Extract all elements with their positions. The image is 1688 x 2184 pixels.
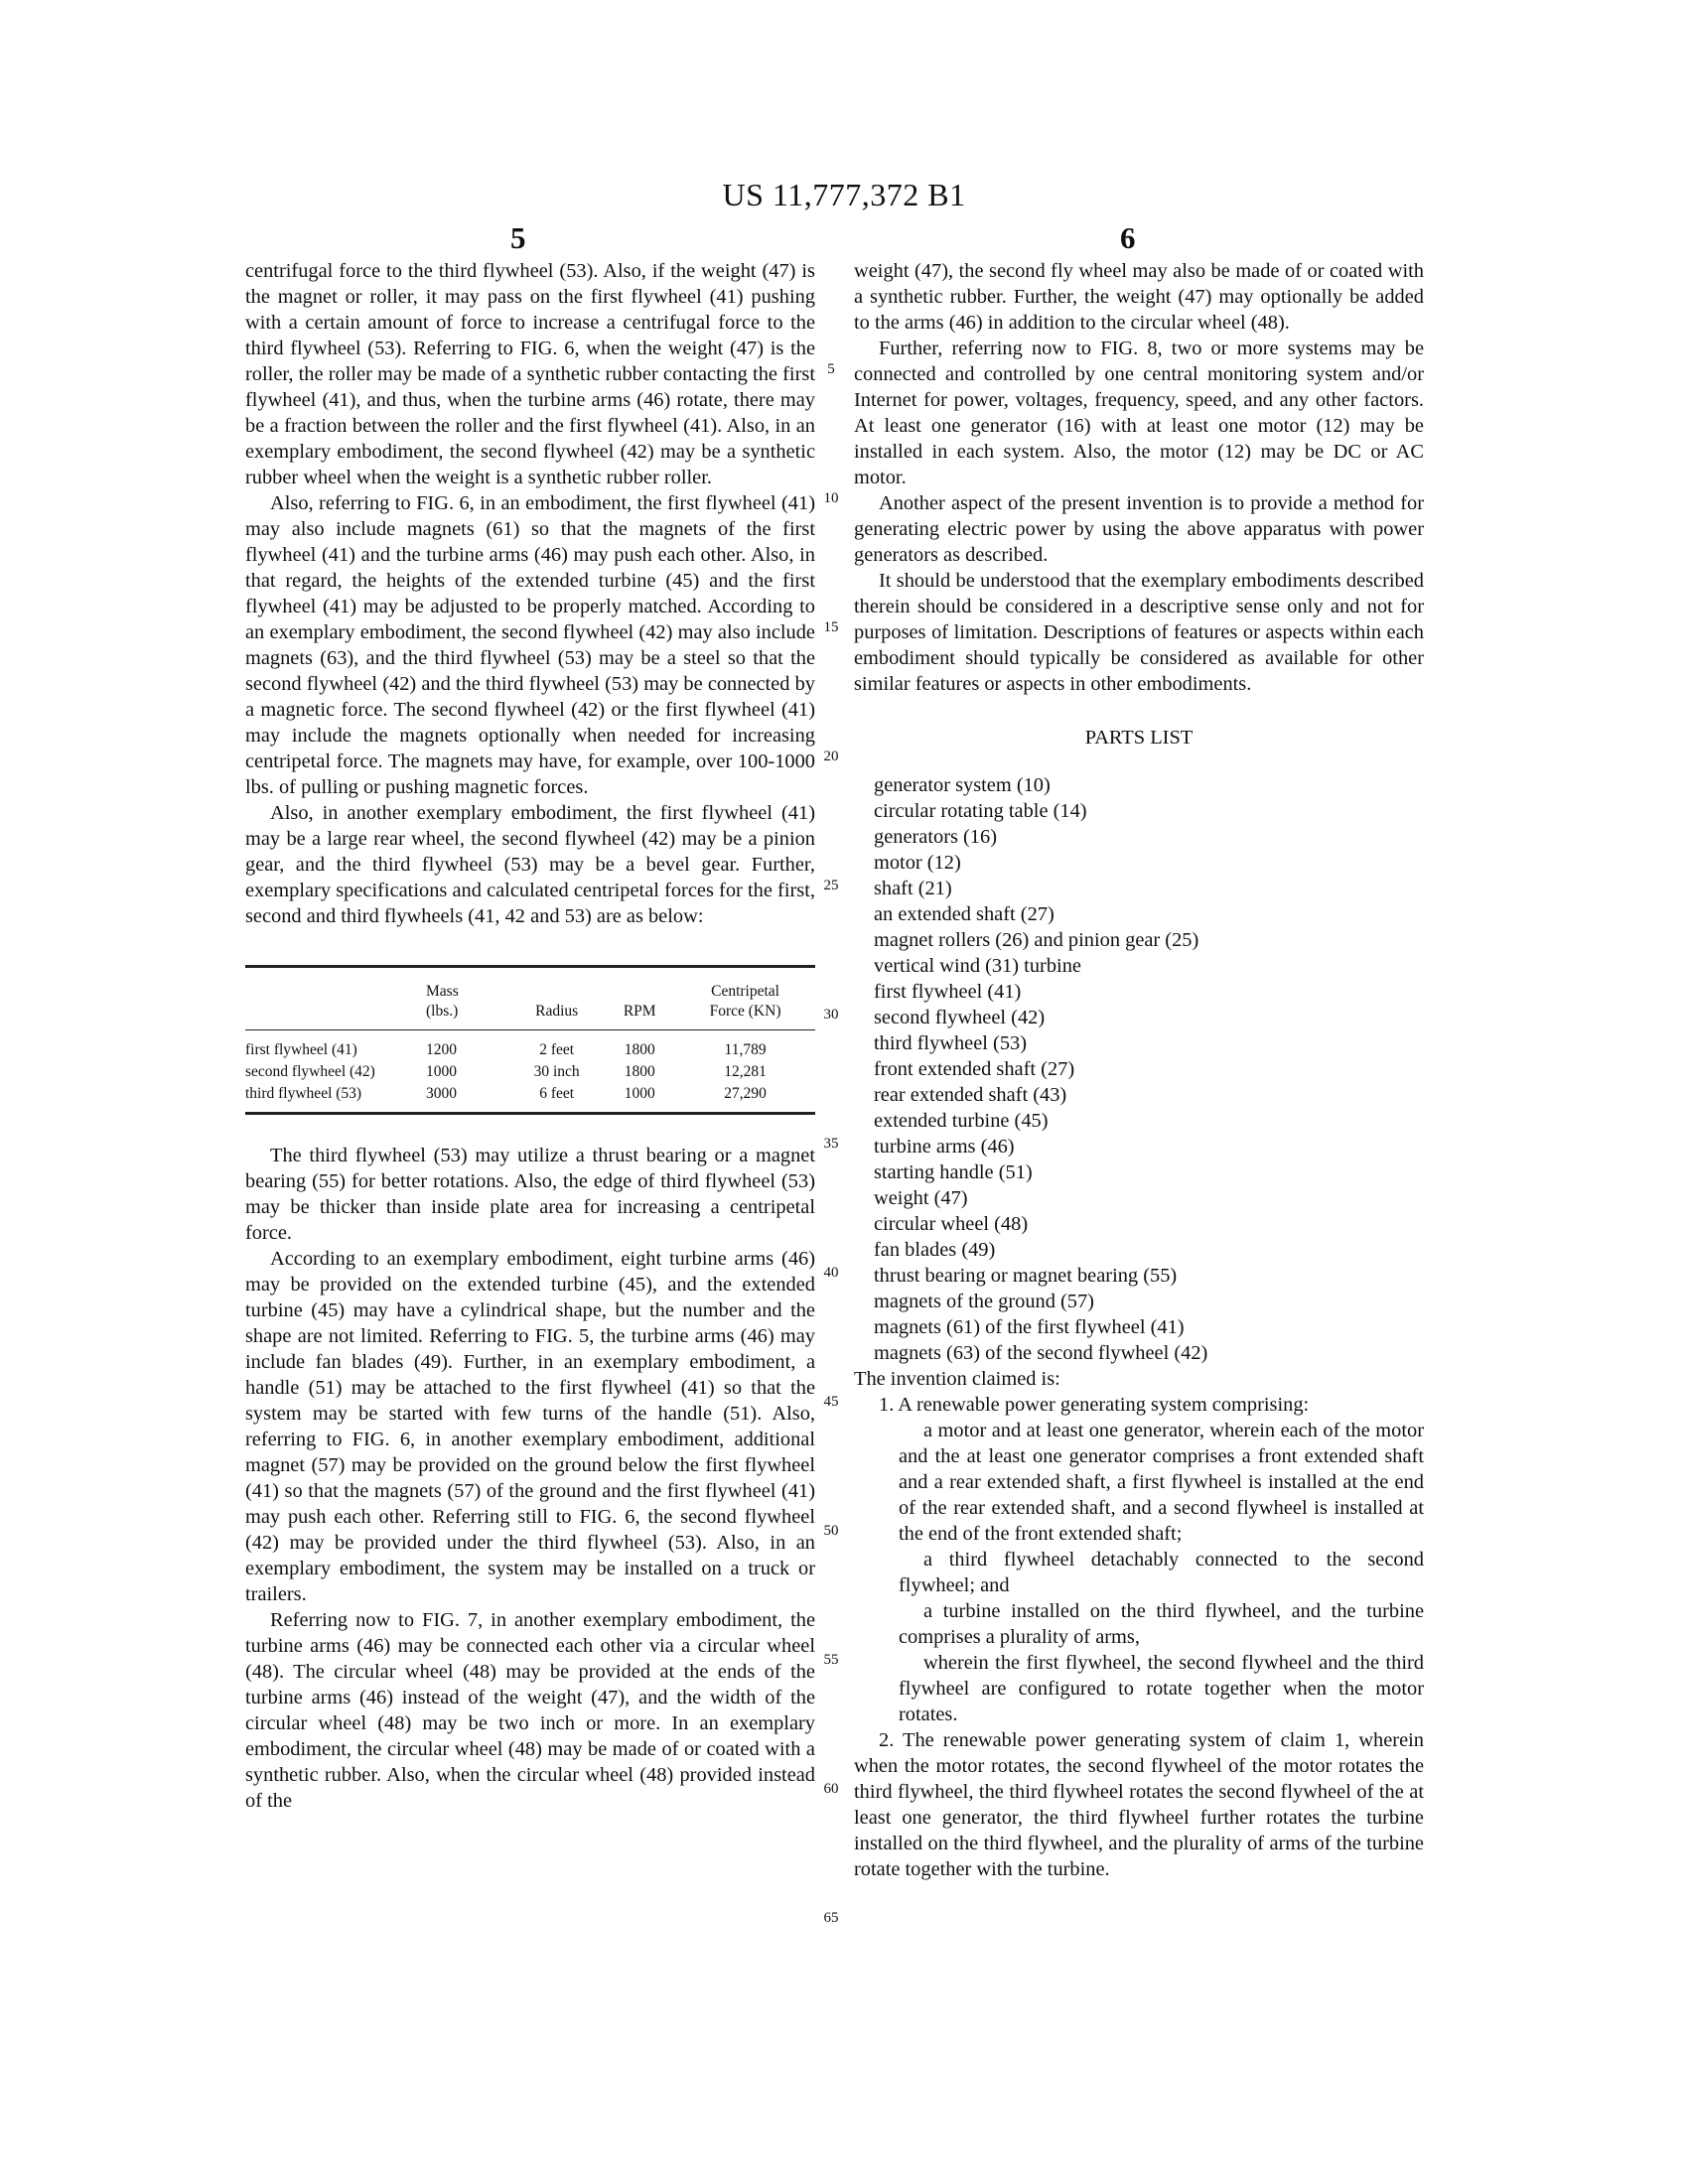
parts-list-item: magnets (61) of the first flywheel (41) — [874, 1316, 1185, 1338]
parts-list-item: first flywheel (41) — [874, 981, 1022, 1003]
parts-list-item: extended turbine (45) — [874, 1110, 1049, 1132]
cell-force: 11,789 — [724, 1041, 767, 1058]
parts-list-item: generators (16) — [874, 826, 997, 848]
left-paragraph: Referring now to FIG. 7, in another exemplary embodiment, the turbine arms (46) may be connected each other via a circular wheel (48). The circular wheel (48) may be provided at the ends of the turbine arms (46) instead of the weight (47), and the width of the circular wheel (48) may be two inch or more. In an exemplary embodiment, the circular wheel (48) may be made of or coated with a synthetic rubber. Also, when the circular wheel (48) provided instead of the — [245, 1609, 815, 1812]
row-label: third flywheel (53) — [245, 1083, 422, 1114]
parts-list-item: vertical wind (31) turbine — [874, 955, 1081, 977]
parts-list-item: shaft (21) — [874, 878, 952, 899]
patent-number-header: US 11,777,372 B1 — [722, 177, 966, 212]
right-paragraph: It should be understood that the exemplary embodiments described therein should be considered in a descriptive sense only and not for purposes of limitation. Descriptions of features or aspects within each embodiment should typically be considered as available for other similar features or aspects in other embodiments. — [854, 570, 1424, 695]
line-number: 35 — [823, 1136, 839, 1152]
cell-rpm: 1800 — [624, 1063, 655, 1080]
table-row — [245, 1061, 815, 1083]
cell-mass: 1000 — [426, 1063, 457, 1080]
table-header-force: Centripetal Force (KN) — [675, 980, 815, 1030]
parts-list-item: fan blades (49) — [874, 1239, 996, 1261]
line-number: 15 — [823, 619, 839, 635]
parts-list-item: circular rotating table (14) — [874, 800, 1087, 822]
claim-1-element: a turbine installed on the third flywheel, and the turbine comprises a plurality of arms, — [899, 1600, 1424, 1648]
line-number: 5 — [827, 361, 835, 377]
claim-1-element: a third flywheel detachably connected to the second flywheel; and — [899, 1549, 1424, 1596]
line-number: 40 — [823, 1265, 839, 1281]
claim-1-wherein: wherein the first flywheel, the second flywheel and the third flywheel are configured to rotate together when the motor rotates. — [899, 1652, 1424, 1725]
line-number: 10 — [823, 490, 839, 506]
parts-list-item: weight (47) — [874, 1187, 968, 1209]
line-number: 50 — [823, 1523, 839, 1539]
cell-mass: 1200 — [426, 1041, 457, 1058]
parts-list-item: generator system (10) — [874, 774, 1051, 796]
cell-radius: 2 feet — [539, 1041, 575, 1058]
cell-radius: 6 feet — [509, 1083, 604, 1114]
parts-list-item: front extended shaft (27) — [874, 1058, 1075, 1080]
row-label: first flywheel (41) — [245, 1041, 357, 1058]
parts-list-item: turbine arms (46) — [874, 1136, 1015, 1158]
table-row — [245, 1030, 815, 1062]
line-number: 65 — [823, 1910, 839, 1926]
parts-list-item: third flywheel (53) — [874, 1032, 1028, 1054]
right-paragraph: Further, referring now to FIG. 8, two or more systems may be connected and controlled by one central monitoring system and/or Internet for power, voltages, frequency, speed, and any other factors. At least one generator (16) with at least one motor (12) may be installed in each system. Also, the motor (12) may be DC or AC motor. — [854, 338, 1424, 488]
left-paragraph: Also, referring to FIG. 6, in an embodiment, the first flywheel (41) may also include magnets (61) so that the magnets of the first flywheel (41) and the turbine arms (46) may push each other. Also, in that regard, the heights of the extended turbine (45) and the first flywheel (41) may be adjusted to be properly matched. According to an exemplary embodiment, the second flywheel (42) may also include magnets (63), and the third flywheel (53) may be a steel so that the second flywheel (42) and the third flywheel (53) may be connected by a magnetic force. The second flywheel (42) or the first flywheel (41) may include the magnets optionally when needed for increasing centripetal force. The magnets may have, for example, over 100-1000 lbs. of pulling or pushing magnetic forces. — [245, 492, 815, 798]
claims-intro: The invention claimed is: — [854, 1368, 1060, 1390]
cell-force: 12,281 — [724, 1063, 767, 1080]
table-header-rpm: RPM — [604, 980, 675, 1030]
left-paragraph: Also, in another exemplary embodiment, the first flywheel (41) may be a large rear wheel, the second flywheel (42) may be a pinion gear, and the third flywheel (53) may be a bevel gear. Further, exemplary specifications and calculated centripetal forces for the first, second and third flywheels (41, 42 and 53) are as below: — [245, 802, 815, 927]
line-number: 55 — [823, 1652, 839, 1668]
parts-list-item: rear extended shaft (43) — [874, 1084, 1067, 1106]
left-paragraph: centrifugal force to the third flywheel (53). Also, if the weight (47) is the magnet or roller, it may pass on the first flywheel (41) pushing with a certain amount of force to increase a centrifugal force to the third flywheel (53). Referring to FIG. 6, when the weight (47) is the roller, the roller may be made of a synthetic rubber contacting the first flywheel (41), and thus, when the turbine arms (46) rotate, there may be a fraction between the roller and the first flywheel (41). Also, in an exemplary embodiment, the second flywheel (42) may be a synthetic rubber wheel when the weight is a synthetic rubber roller. — [245, 260, 815, 488]
table-header-mass: Mass (lbs.) — [422, 980, 509, 1030]
parts-list-item: motor (12) — [874, 852, 961, 874]
parts-list-item: magnets (63) of the second flywheel (42) — [874, 1342, 1208, 1364]
right-paragraph: weight (47), the second fly wheel may also be made of or coated with a synthetic rubber. Further, the weight (47) may optionally be added to the arms (46) in addition to the circular wheel (48). — [854, 260, 1424, 334]
right-column — [854, 258, 1424, 1882]
claim-2: 2. The renewable power generating system of claim 1, wherein when the motor rotates, the second flywheel of the motor rotates the third flywheel, the third flywheel rotates the second flywheel of the at least one generator, the third flywheel further rotates the turbine installed on the third flywheel, and the plurality of arms of the turbine rotate together with the turbine. — [854, 1729, 1424, 1880]
parts-list-item: magnets of the ground (57) — [874, 1291, 1094, 1312]
parts-list-item: starting handle (51) — [874, 1161, 1033, 1183]
parts-list-item: second flywheel (42) — [874, 1007, 1046, 1028]
parts-list — [854, 772, 1424, 1366]
line-number: 45 — [823, 1394, 839, 1410]
right-paragraph: Another aspect of the present invention is to provide a method for generating electric power by using the above apparatus with power generators as described. — [854, 492, 1424, 566]
left-page-number: 5 — [510, 220, 526, 255]
cell-radius: 30 inch — [533, 1063, 580, 1080]
line-number: 20 — [823, 749, 839, 764]
line-number: 25 — [823, 878, 839, 893]
parts-list-item: an extended shaft (27) — [874, 903, 1055, 925]
cell-force: 27,290 — [675, 1083, 815, 1114]
parts-list-item: thrust bearing or magnet bearing (55) — [874, 1265, 1178, 1287]
parts-list-heading: PARTS LIST — [1084, 727, 1194, 749]
parts-list-item: magnet rollers (26) and pinion gear (25) — [874, 929, 1199, 951]
right-page-number: 6 — [1120, 220, 1136, 255]
parts-list-item: circular wheel (48) — [874, 1213, 1029, 1235]
cell-rpm: 1800 — [624, 1041, 655, 1058]
line-number: 30 — [823, 1007, 839, 1023]
left-paragraph: The third flywheel (53) may utilize a thrust bearing or a magnet bearing (55) for better rotations. Also, the edge of third flywheel (53) may be thicker than inside plate area for increasing a centripetal force. — [245, 1145, 815, 1244]
cell-mass: 3000 — [422, 1083, 509, 1114]
table-row — [245, 1083, 815, 1114]
cell-rpm: 1000 — [604, 1083, 675, 1114]
claim-1-element: a motor and at least one generator, wherein each of the motor and the at least one generator comprises a front extended shaft and a rear extended shaft, a first flywheel is installed at the end of the rear extended shaft, and a second flywheel is installed at the end of the front extended shaft; — [899, 1420, 1424, 1545]
table-header-blank — [245, 980, 422, 1030]
flywheel-spec-table — [245, 965, 815, 1115]
left-column — [245, 258, 815, 1814]
table-header-radius: Radius — [509, 980, 604, 1030]
claim-1-title: 1. A renewable power generating system comprising: — [879, 1394, 1310, 1416]
line-number: 60 — [823, 1781, 839, 1797]
left-paragraph: According to an exemplary embodiment, eight turbine arms (46) may be provided on the extended turbine (45), and the extended turbine (45) may have a cylindrical shape, but the number and the shape are not limited. Referring to FIG. 5, the turbine arms (46) may include fan blades (49). Further, in an exemplary embodiment, a handle (51) may be attached to the first flywheel (41) so that the system may be started with few turns of the handle (51). Also, referring to FIG. 6, in another exemplary embodiment, additional magnet (57) may be provided on the ground below the first flywheel (41) so that the magnets (57) of the ground and the first flywheel (41) may push each other. Referring still to FIG. 6, the second flywheel (42) may be provided under the third flywheel (53). Also, in an exemplary embodiment, the system may be installed on a truck or trailers. — [245, 1248, 815, 1605]
row-label: second flywheel (42) — [245, 1063, 375, 1080]
